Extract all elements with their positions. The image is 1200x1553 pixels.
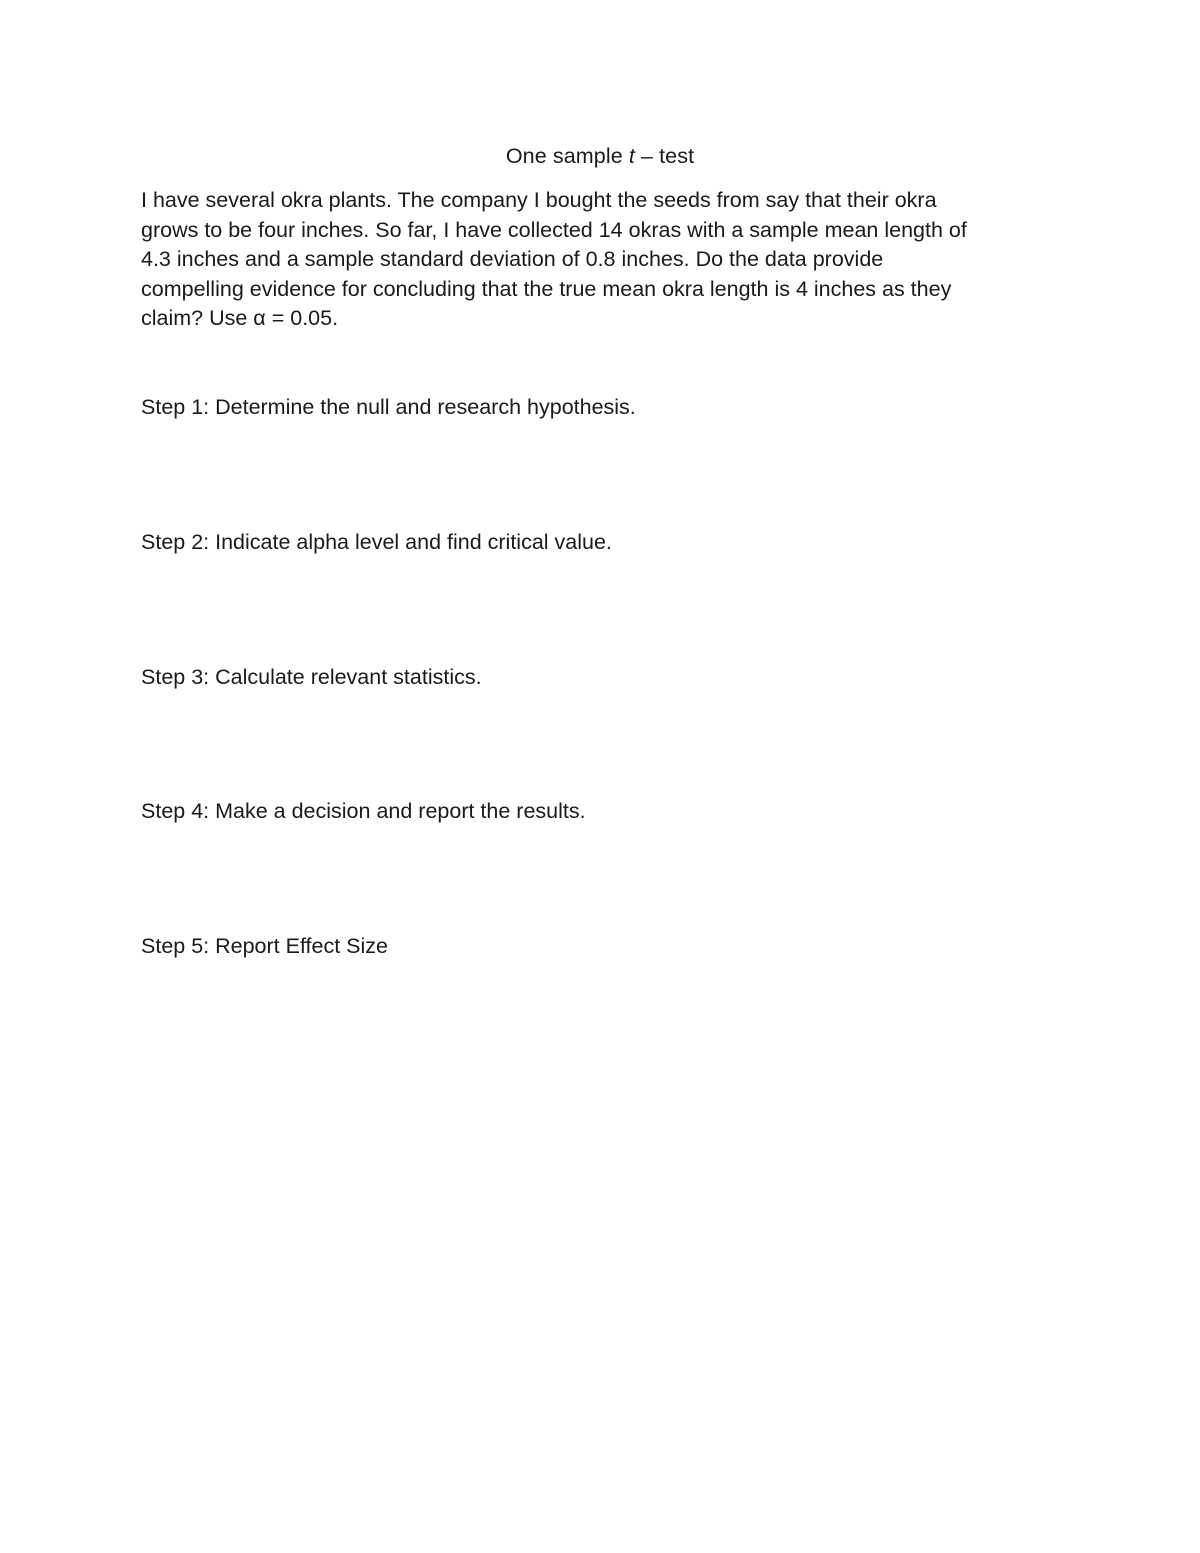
problem-line: grows to be four inches. So far, I have collected 14 okras with a sample mean length of [141,217,967,242]
problem-line: I have several okra plants. The company I bought the seeds from say that their okra [141,188,937,212]
page-title [0,142,1200,170]
step-2: Step 2: Indicate alpha level and find critical value. [141,530,612,554]
step-5: Step 5: Report Effect Size [141,934,388,958]
title-italic-t: t [628,144,635,168]
problem-line: 4.3 inches and a sample standard deviation of 0.8 inches. Do the data provide [141,247,884,271]
problem-line: compelling evidence for concluding that the true mean okra length is 4 inches as they [141,276,952,301]
problem-line: claim? Use α = 0.05. [141,306,339,330]
step-3: Step 3: Calculate relevant statistics. [141,665,482,689]
title-suffix: – test [634,144,695,168]
title-prefix: One sample [505,144,629,168]
problem-statement [141,186,1061,334]
step-4: Step 4: Make a decision and report the results. [141,799,586,823]
step-1: Step 1: Determine the null and research hypothesis. [141,395,636,419]
